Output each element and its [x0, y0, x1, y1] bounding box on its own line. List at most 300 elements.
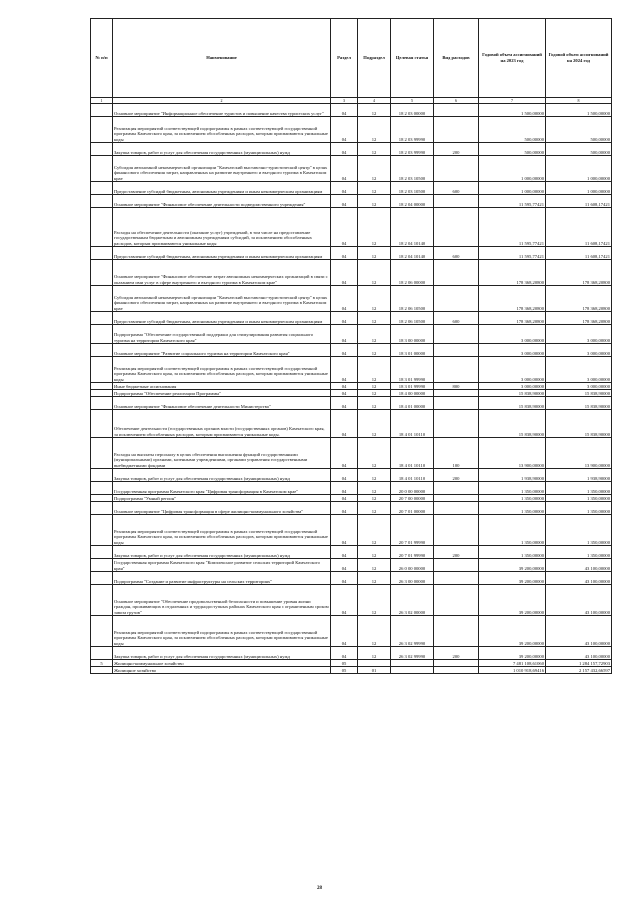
row-razdel: 04 [331, 469, 358, 482]
table-row [91, 104, 612, 117]
column-number: 6 [434, 98, 479, 104]
row-target-article: 26 0 00 00000 [391, 559, 434, 572]
row-razdel: 04 [331, 182, 358, 195]
row-number [91, 616, 113, 647]
row-razdel: 04 [331, 344, 358, 357]
row-expense-type [434, 559, 479, 572]
row-number [91, 344, 113, 357]
row-razdel: 04 [331, 156, 358, 182]
row-target-article: 18 4 01 10110 [391, 438, 434, 469]
column-number: 3 [331, 98, 358, 104]
table-row [91, 482, 612, 495]
row-number [91, 515, 113, 546]
row-name: Основное мероприятие "Обеспечение продовольственной безопасности и повышение уровня жизни граждан, проживающих в отдаленных и труднодоступных районах Камчатского края с ограниченным сроком завоза грузов" [113, 585, 331, 616]
row-expense-type [434, 397, 479, 410]
row-razdel: 04 [331, 357, 358, 383]
row-number [91, 585, 113, 616]
row-target-article: 18 2 04 10140 [391, 208, 434, 247]
row-expense-type: 200 [434, 546, 479, 559]
row-amount-2023: 11 595,77421 [479, 195, 546, 208]
row-amount-2024: 43 100,00000 [546, 616, 612, 647]
row-target-article: 18 3 01 99990 [391, 383, 434, 390]
row-razdel: 04 [331, 325, 358, 344]
row-target-article: 18 2 03 99990 [391, 117, 434, 143]
row-amount-2023: 39 200,00000 [479, 647, 546, 660]
row-podrazdel: 12 [358, 286, 391, 312]
header-podrazdel: Подраздел [358, 19, 391, 98]
row-expense-type: 600 [434, 312, 479, 325]
row-expense-type: 800 [434, 383, 479, 390]
row-target-article: 18 4 01 10110 [391, 410, 434, 438]
row-number [91, 143, 113, 156]
row-razdel: 04 [331, 572, 358, 585]
row-name: Закупка товаров, работ и услуг для обеспечения государственных (муниципальных) нужд [113, 647, 331, 660]
row-name: Государственная программа Камчатского края "Цифровая трансформация в Камчатском крае" [113, 482, 331, 495]
row-razdel: 04 [331, 559, 358, 572]
row-amount-2024: 43 100,00000 [546, 647, 612, 660]
row-expense-type [434, 502, 479, 515]
row-amount-2023: 1 350,00000 [479, 495, 546, 502]
table-row [91, 260, 612, 286]
row-number [91, 667, 113, 674]
row-name: Жилищно-коммунальное хозяйство [113, 660, 331, 667]
row-podrazdel: 12 [358, 438, 391, 469]
row-target-article: 18 2 04 00000 [391, 195, 434, 208]
row-podrazdel: 12 [358, 469, 391, 482]
row-number [91, 260, 113, 286]
table-row [91, 546, 612, 559]
row-podrazdel: 12 [358, 344, 391, 357]
table-row [91, 647, 612, 660]
row-podrazdel: 12 [358, 325, 391, 344]
row-amount-2023: 3 000,00000 [479, 383, 546, 390]
row-name: Основное мероприятие "Финансовое обеспечение затрат автономных некоммерческих организаций в связи с оказанием ими услуг в сфере внутреннего и въездного туризма в Камчатском крае" [113, 260, 331, 286]
row-name: Основное мероприятие "Цифровая трансформация в сфере жилищно-коммунального хозяйства" [113, 502, 331, 515]
row-expense-type [434, 572, 479, 585]
table-row [91, 616, 612, 647]
row-name: Обеспечение деятельности (государственных органов власти (государственных органов) Камчатского края, за исключением обособленных расходов, которым присваиваются уникальные коды. [113, 410, 331, 438]
table-header-row [91, 19, 612, 98]
row-number [91, 357, 113, 383]
row-podrazdel: 12 [358, 515, 391, 546]
row-target-article: 18 4 01 00000 [391, 397, 434, 410]
table-row [91, 585, 612, 616]
row-amount-2023: 39 200,00000 [479, 572, 546, 585]
row-amount-2024: 1 284 157,72903 [546, 660, 612, 667]
row-target-article: 18 3 00 00000 [391, 325, 434, 344]
row-name: Предоставление субсидий бюджетным, автономным учреждениям и иным некоммерческим организациям [113, 247, 331, 260]
row-amount-2024: 1 350,00000 [546, 546, 612, 559]
row-expense-type [434, 410, 479, 438]
row-target-article: 26 3 02 99990 [391, 647, 434, 660]
row-amount-2024: 500,00000 [546, 117, 612, 143]
table-row [91, 247, 612, 260]
row-podrazdel: 12 [358, 502, 391, 515]
header-csr: Целевая статья [391, 19, 434, 98]
row-podrazdel: 12 [358, 390, 391, 397]
row-podrazdel [358, 660, 391, 667]
row-razdel: 04 [331, 410, 358, 438]
row-razdel: 04 [331, 546, 358, 559]
row-amount-2023: 178 368,20800 [479, 286, 546, 312]
row-amount-2024: 13 900,00000 [546, 438, 612, 469]
row-amount-2023: 11 595,77421 [479, 208, 546, 247]
row-number [91, 195, 113, 208]
row-amount-2023: 500,00000 [479, 143, 546, 156]
row-amount-2023: 1 938,90000 [479, 469, 546, 482]
row-expense-type: 600 [434, 247, 479, 260]
row-expense-type [434, 195, 479, 208]
row-target-article: 18 2 04 10140 [391, 247, 434, 260]
column-number: 2 [113, 98, 331, 104]
row-amount-2023: 1 350,00000 [479, 515, 546, 546]
row-target-article: 18 4 00 00000 [391, 390, 434, 397]
row-expense-type [434, 104, 479, 117]
row-target-article: 18 3 01 00000 [391, 344, 434, 357]
table-row [91, 383, 612, 390]
row-name: Реализация мероприятий соответствующей подпрограммы в рамках соответствующей государственной программы Камчатского края, за исключением обособленных расходов, которым присваиваются уникальные коды [113, 117, 331, 143]
column-number: 1 [91, 98, 113, 104]
column-number: 4 [358, 98, 391, 104]
row-amount-2023: 7 481 108,61060 [479, 660, 546, 667]
row-amount-2024: 500,00000 [546, 143, 612, 156]
row-podrazdel: 12 [358, 260, 391, 286]
row-razdel: 04 [331, 397, 358, 410]
row-podrazdel: 12 [358, 312, 391, 325]
row-podrazdel: 12 [358, 143, 391, 156]
row-expense-type [434, 482, 479, 495]
row-razdel: 04 [331, 390, 358, 397]
row-name: Реализация мероприятий соответствующей подпрограммы в рамках соответствующей государственной программы Камчатского края, за исключением обособленных расходов, которым присваиваются уникальные коды [113, 515, 331, 546]
row-razdel: 04 [331, 260, 358, 286]
row-amount-2023: 39 200,00000 [479, 616, 546, 647]
row-amount-2023: 15 838,90000 [479, 397, 546, 410]
row-name: Закупка товаров, работ и услуг для обеспечения государственных (муниципальных) нужд [113, 469, 331, 482]
row-podrazdel: 12 [358, 585, 391, 616]
row-expense-type [434, 660, 479, 667]
row-expense-type [434, 390, 479, 397]
table-row [91, 660, 612, 667]
row-razdel: 04 [331, 616, 358, 647]
table-row [91, 515, 612, 546]
row-razdel: 05 [331, 667, 358, 674]
row-podrazdel: 12 [358, 383, 391, 390]
row-number [91, 286, 113, 312]
row-amount-2023: 3 000,00000 [479, 344, 546, 357]
row-number [91, 117, 113, 143]
table-row [91, 495, 612, 502]
row-razdel: 04 [331, 502, 358, 515]
row-expense-type: 200 [434, 143, 479, 156]
row-expense-type [434, 616, 479, 647]
row-name: Подпрограмма "Обеспечение реализации Программы" [113, 390, 331, 397]
row-razdel: 04 [331, 143, 358, 156]
row-podrazdel: 12 [358, 104, 391, 117]
row-name: Субсидия автономной некоммерческой организации "Камчатский выставочно-туристический центр" в целях финансового обеспечения затрат, направленных на развитие внутреннего и въездного туризма в Камчатском крае [113, 286, 331, 312]
row-name: Расходы на обеспечение деятельности (оказание услуг) учреждений, в том числе на предоставление государственным бюджетным и автономным учреждениям субсидий, за исключением обособленных расходов, которым присваиваются уникальные коды [113, 208, 331, 247]
row-number [91, 383, 113, 390]
table-row [91, 572, 612, 585]
row-amount-2024: 43 100,00000 [546, 572, 612, 585]
row-amount-2024: 11 608,17421 [546, 208, 612, 247]
row-target-article: 20 0 00 00000 [391, 482, 434, 495]
header-razdel: Раздел [331, 19, 358, 98]
column-number: 7 [479, 98, 546, 104]
row-number [91, 156, 113, 182]
row-razdel: 04 [331, 208, 358, 247]
row-podrazdel: 12 [358, 495, 391, 502]
row-expense-type: 200 [434, 469, 479, 482]
row-amount-2024: 11 608,17421 [546, 247, 612, 260]
row-number [91, 502, 113, 515]
row-razdel: 04 [331, 383, 358, 390]
row-number [91, 482, 113, 495]
row-amount-2023: 500,00000 [479, 117, 546, 143]
row-razdel: 04 [331, 286, 358, 312]
row-razdel: 04 [331, 482, 358, 495]
row-amount-2024: 1 350,00000 [546, 502, 612, 515]
row-number [91, 546, 113, 559]
row-name: Основное мероприятие "Развитие социального туризма на территории Камчатского края" [113, 344, 331, 357]
row-amount-2023: 1 350,00000 [479, 482, 546, 495]
header-vr: Вид расходов [434, 19, 479, 98]
row-expense-type [434, 156, 479, 182]
row-podrazdel: 12 [358, 247, 391, 260]
row-number: 5 [91, 660, 113, 667]
row-amount-2024: 1 000,00000 [546, 156, 612, 182]
table-row [91, 559, 612, 572]
table-row [91, 390, 612, 397]
row-amount-2023: 178 368,20800 [479, 312, 546, 325]
row-target-article: 18 2 03 00000 [391, 104, 434, 117]
row-amount-2023: 1 000,00000 [479, 156, 546, 182]
table-row [91, 182, 612, 195]
row-podrazdel: 12 [358, 647, 391, 660]
row-number [91, 390, 113, 397]
row-podrazdel: 12 [358, 156, 391, 182]
table-row [91, 502, 612, 515]
row-number [91, 410, 113, 438]
table-row [91, 438, 612, 469]
row-number [91, 469, 113, 482]
row-expense-type [434, 495, 479, 502]
row-name: Субсидия автономной некоммерческой организации "Камчатский выставочно-туристический центр" в целях финансового обеспечения затрат, направленных на развитие внутреннего и въездного туризма в Камчатском крае [113, 156, 331, 182]
row-number [91, 325, 113, 344]
row-amount-2023: 1 350,00000 [479, 502, 546, 515]
header-2023: Годовой объем ассигнований на 2023 год [479, 19, 546, 98]
page-number: 28 [317, 886, 322, 891]
row-target-article: 20 7 01 99990 [391, 515, 434, 546]
row-number [91, 559, 113, 572]
row-expense-type: 100 [434, 438, 479, 469]
row-razdel: 04 [331, 104, 358, 117]
row-target-article: 18 2 06 00000 [391, 260, 434, 286]
row-name: Реализация мероприятий соответствующей подпрограммы в рамках соответствующей государственной программы Камчатского края, за исключением обособленных расходов, которым присваиваются уникальные коды [113, 357, 331, 383]
row-podrazdel: 01 [358, 667, 391, 674]
row-razdel: 04 [331, 117, 358, 143]
row-podrazdel: 12 [358, 397, 391, 410]
row-name: Иные бюджетные ассигнования [113, 383, 331, 390]
row-amount-2023: 1 350,00000 [479, 546, 546, 559]
row-target-article: 20 7 01 99990 [391, 546, 434, 559]
row-podrazdel: 12 [358, 357, 391, 383]
row-name: Подпрограмма "Обеспечение государственной поддержки для стимулирования развития социального туризма на территории Камчатского края" [113, 325, 331, 344]
table-row [91, 208, 612, 247]
row-podrazdel: 12 [358, 410, 391, 438]
row-name: Основное мероприятие "Финансовое обеспечение деятельности подведомственного учреждения" [113, 195, 331, 208]
row-amount-2023: 1 000,00000 [479, 182, 546, 195]
row-razdel: 04 [331, 247, 358, 260]
row-expense-type [434, 344, 479, 357]
table-row [91, 469, 612, 482]
row-podrazdel: 12 [358, 546, 391, 559]
row-name: Жилищное хозяйство [113, 667, 331, 674]
row-number [91, 572, 113, 585]
table-row [91, 344, 612, 357]
row-amount-2024: 43 100,00000 [546, 559, 612, 572]
row-target-article [391, 660, 434, 667]
row-razdel: 04 [331, 585, 358, 616]
row-amount-2024: 3 000,00000 [546, 357, 612, 383]
row-amount-2024: 1 500,00000 [546, 104, 612, 117]
row-expense-type: 600 [434, 182, 479, 195]
row-target-article: 18 2 06 10500 [391, 312, 434, 325]
row-target-article: 18 3 01 99990 [391, 357, 434, 383]
row-amount-2023: 39 200,00000 [479, 559, 546, 572]
row-amount-2023: 13 900,00000 [479, 438, 546, 469]
row-podrazdel: 12 [358, 616, 391, 647]
row-amount-2024: 11 608,17421 [546, 195, 612, 208]
row-expense-type [434, 286, 479, 312]
row-amount-2024: 15 838,90000 [546, 410, 612, 438]
row-expense-type [434, 260, 479, 286]
row-expense-type [434, 357, 479, 383]
row-amount-2024: 15 838,90000 [546, 397, 612, 410]
row-amount-2024: 178 368,20800 [546, 260, 612, 286]
row-number [91, 247, 113, 260]
row-number [91, 312, 113, 325]
row-amount-2024: 3 000,00000 [546, 344, 612, 357]
row-target-article [391, 667, 434, 674]
row-amount-2023: 15 838,90000 [479, 390, 546, 397]
row-target-article: 26 3 00 00000 [391, 572, 434, 585]
row-number [91, 647, 113, 660]
header-num: № п/п [91, 19, 113, 98]
table-row [91, 156, 612, 182]
row-number [91, 104, 113, 117]
table-row [91, 397, 612, 410]
table-row [91, 195, 612, 208]
row-podrazdel: 12 [358, 208, 391, 247]
row-name: Государственная программа Камчатского края "Комплексное развитие сельских территорий Камчатского края" [113, 559, 331, 572]
row-amount-2023: 1 500,00000 [479, 104, 546, 117]
row-expense-type [434, 585, 479, 616]
row-expense-type [434, 667, 479, 674]
row-podrazdel: 12 [358, 572, 391, 585]
row-target-article: 18 4 01 10110 [391, 469, 434, 482]
table-row [91, 312, 612, 325]
row-amount-2024: 178 368,20800 [546, 286, 612, 312]
row-target-article: 18 2 03 10500 [391, 182, 434, 195]
row-amount-2024: 1 350,00000 [546, 482, 612, 495]
table-row [91, 357, 612, 383]
row-number [91, 438, 113, 469]
row-name: Предоставление субсидий бюджетным, автономным учреждениям и иным некоммерческим организациям [113, 182, 331, 195]
row-podrazdel: 12 [358, 195, 391, 208]
row-podrazdel: 12 [358, 117, 391, 143]
row-amount-2024: 1 350,00000 [546, 515, 612, 546]
row-razdel: 05 [331, 660, 358, 667]
row-target-article: 18 2 03 99990 [391, 143, 434, 156]
row-amount-2024: 3 000,00000 [546, 325, 612, 344]
table-body [91, 104, 612, 674]
table-row [91, 286, 612, 312]
row-target-article: 18 2 03 10500 [391, 156, 434, 182]
row-amount-2023: 15 838,90000 [479, 410, 546, 438]
row-target-article: 20 7 01 00000 [391, 502, 434, 515]
row-amount-2023: 11 595,77421 [479, 247, 546, 260]
row-expense-type: 200 [434, 647, 479, 660]
row-amount-2024: 1 000,00000 [546, 182, 612, 195]
row-name: Закупка товаров, работ и услуг для обеспечения государственных (муниципальных) нужд [113, 143, 331, 156]
row-amount-2024: 1 350,00000 [546, 495, 612, 502]
row-target-article: 20 7 00 00000 [391, 495, 434, 502]
row-razdel: 04 [331, 438, 358, 469]
row-podrazdel: 12 [358, 559, 391, 572]
row-number [91, 208, 113, 247]
row-number [91, 182, 113, 195]
row-amount-2024: 43 100,00000 [546, 585, 612, 616]
row-amount-2023: 3 000,00000 [479, 325, 546, 344]
row-razdel: 04 [331, 312, 358, 325]
row-podrazdel: 12 [358, 482, 391, 495]
row-name: Реализация мероприятий соответствующей подпрограммы в рамках соответствующей государственной программы Камчатского края, за исключением обособленных расходов, которым присваиваются уникальные коды [113, 616, 331, 647]
row-amount-2024: 1 938,90000 [546, 469, 612, 482]
row-amount-2023: 39 200,00000 [479, 585, 546, 616]
table-row [91, 667, 612, 674]
header-name: Наименование [113, 19, 331, 98]
column-number: 5 [391, 98, 434, 104]
row-name: Основное мероприятие "Финансовое обеспечение деятельности Министерства" [113, 397, 331, 410]
row-name: Расходы на выплаты персоналу в целях обеспечения выполнения функций государственными (муниципальными) органами, казенными учреждениями, органами управления государственными внебюджетными фондами [113, 438, 331, 469]
row-expense-type [434, 515, 479, 546]
row-number [91, 495, 113, 502]
row-expense-type [434, 325, 479, 344]
row-name: Подпрограмма "Создание и развитие инфраструктуры на сельских территориях" [113, 572, 331, 585]
row-name: Закупка товаров, работ и услуг для обеспечения государственных (муниципальных) нужд [113, 546, 331, 559]
row-amount-2024: 3 000,00000 [546, 383, 612, 390]
column-number: 8 [546, 98, 612, 104]
row-name: Предоставление субсидий бюджетным, автономным учреждениям и иным некоммерческим организациям [113, 312, 331, 325]
row-amount-2023: 178 368,20800 [479, 260, 546, 286]
row-number [91, 397, 113, 410]
row-podrazdel: 12 [358, 182, 391, 195]
row-amount-2024: 178 368,20800 [546, 312, 612, 325]
table-row [91, 325, 612, 344]
row-razdel: 04 [331, 195, 358, 208]
row-amount-2024: 2 157 432,66597 [546, 667, 612, 674]
row-target-article: 26 3 02 00000 [391, 585, 434, 616]
table-row [91, 143, 612, 156]
row-amount-2024: 15 838,90000 [546, 390, 612, 397]
row-name: Основное мероприятие "Информационное обеспечение туристов и повышение качества туристских услуг" [113, 104, 331, 117]
row-expense-type [434, 208, 479, 247]
row-name: Подпрограмма "Умный регион" [113, 495, 331, 502]
row-razdel: 04 [331, 647, 358, 660]
row-target-article: 18 2 06 10500 [391, 286, 434, 312]
row-target-article: 26 3 02 99990 [391, 616, 434, 647]
header-2024: Годовой объем ассигнований на 2024 год [546, 19, 612, 98]
